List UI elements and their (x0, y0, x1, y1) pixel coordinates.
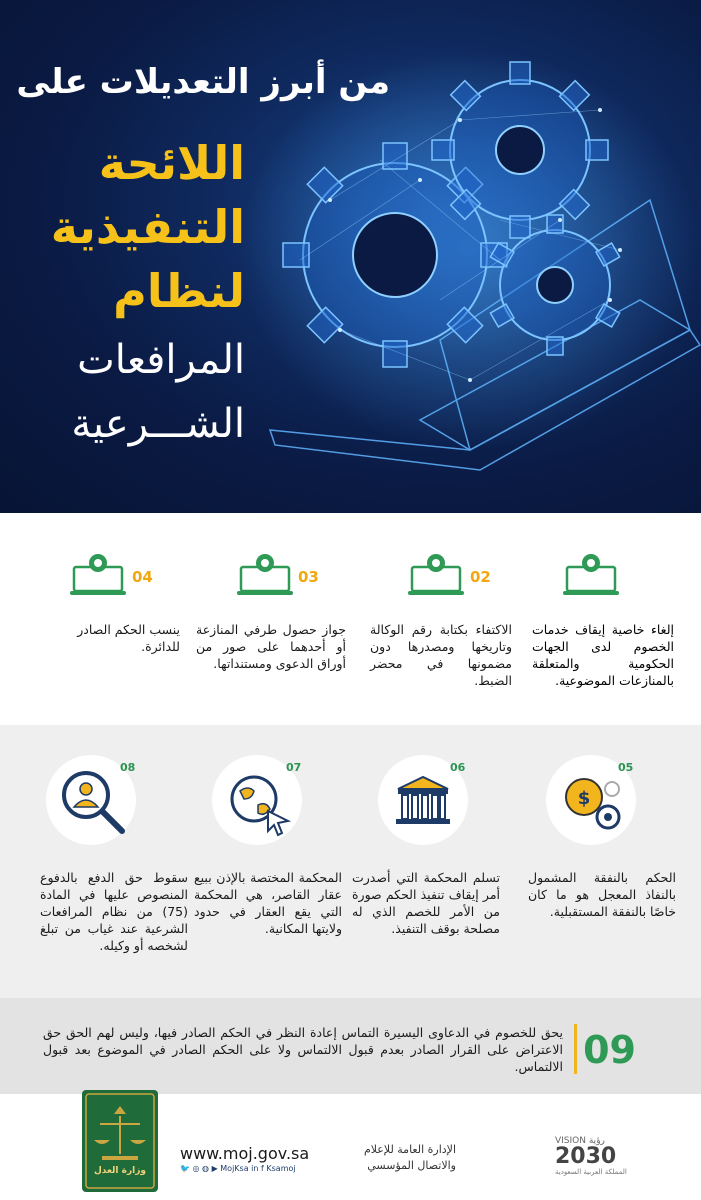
item-number: 06 (450, 761, 466, 774)
item-number: 03 (298, 568, 319, 586)
snapchat-icon[interactable]: ◍ (202, 1164, 210, 1173)
hero-title-line-4: المرافعات (77, 337, 245, 383)
vision-label: VISION رؤية (555, 1136, 605, 1146)
ministry-of-justice-emblem (82, 1090, 158, 1192)
item-09-divider (574, 1024, 577, 1074)
item-text: المحكمة المختصة بالإذن ببيع عقار القاصر، هي المحكمة التي يقع العقار في حدود ولايتها المكانية. (194, 870, 342, 936)
amendments-row-1 (0, 513, 701, 725)
social-handle-mojksa[interactable]: MojKsa (220, 1164, 249, 1173)
item-text: سقوط حق الدفع بالدفوع المنصوص عليها في المادة (75) من نظام المرافعات الشرعية عند غياب من تبلغ لشخصه أو وكيله. (40, 870, 188, 953)
vision-2030-logo (555, 1136, 665, 1176)
department-name: الإدارة العامة للإعلام والاتصال المؤسسي (363, 1143, 456, 1172)
hero-title-line-1: اللائحة (98, 136, 245, 190)
hero-title-line-3: لنظام (113, 264, 245, 318)
item-number: 02 (470, 568, 491, 586)
top-gear-icon (432, 62, 608, 238)
item-number: 04 (132, 568, 153, 586)
svg-text:$: $ (577, 788, 591, 809)
item-text: جواز حصول طرفي المنازعة أو أحدهما على صور من أوراق الدعوى ومستنداتها. (196, 622, 346, 671)
item-text: ينسب الحكم الصادر للدائرة. (77, 622, 180, 654)
item-number: 05 (618, 761, 634, 774)
hero-title-line-5: الشـــرعية (71, 401, 245, 447)
hero-title-line-2: التنفيذية (50, 200, 245, 254)
laptop-gear-icon (237, 553, 293, 599)
item-text: إلغاء خاصية إيقاف خدمات الخصوم لدى الجهات الحكومية والمتعلقة بالمنازعات الموضوعية. (532, 622, 674, 688)
item-text: تسلم المحكمة التي أصدرت أمر إيقاف تنفيذ الحكم صورة من الأمر للخصم الذي له مصلحة بوقف التنفيذ. (352, 870, 500, 936)
vision-country: المملكة العربية السعودية (555, 1168, 627, 1176)
emblem-text: وزارة العدل (93, 1166, 147, 1176)
item-number: 07 (286, 761, 302, 774)
laptop-gear-icon (408, 553, 464, 599)
scales-icon (82, 1090, 158, 1192)
item-text: الحكم بالنفقة المشمول بالنفاذ المعجل هو ما كان خاصًا بالنفقة المستقبلية. (528, 870, 676, 919)
facebook-icon[interactable]: f (261, 1164, 264, 1173)
laptop-gear-icon (563, 553, 619, 599)
hero-banner (0, 0, 701, 513)
item-text: الاكتفاء بكتابة رقم الوكالة وتاريخها ومصدرها دون مضمونها في محضر الضبط. (370, 622, 512, 688)
item-number: 08 (120, 761, 136, 774)
item-09-text: يحق للخصوم في الدعاوى اليسيرة التماس إعادة النظر في الحكم الصادر فيها، وليس لهم الحق حق الاعتراض على القرار الصادر بعدم قبول الالتماس ولا على الحكم الصادر في الموضوع بعد قبول الالتماس. (43, 1025, 563, 1074)
instagram-icon[interactable]: ◎ (192, 1164, 200, 1173)
website-link[interactable]: www.moj.gov.sa (180, 1144, 310, 1163)
social-handle-ksamoj[interactable]: Ksamoj (266, 1164, 296, 1173)
social-links (180, 1164, 296, 1173)
hero-subtitle: من أبرز التعديلات على (16, 62, 390, 102)
twitter-icon[interactable]: 🐦 (180, 1164, 190, 1173)
linkedin-icon[interactable]: in (251, 1164, 259, 1173)
youtube-icon[interactable]: ▶ (211, 1164, 218, 1173)
item-09-number: 09 (583, 1028, 636, 1072)
laptop-gear-icon (70, 553, 126, 599)
vision-year: 2030 (555, 1144, 617, 1169)
amendments-row-2 (0, 725, 701, 998)
